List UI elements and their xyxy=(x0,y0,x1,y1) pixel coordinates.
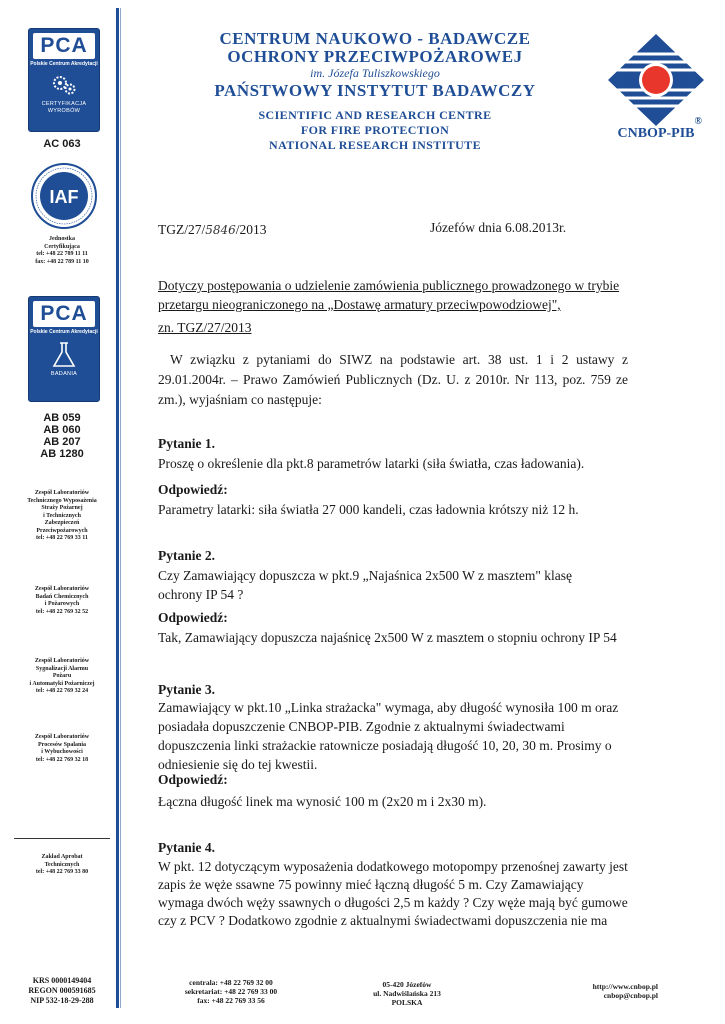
cnbop-logo xyxy=(604,32,708,144)
lab-line: Procesów Spalania xyxy=(37,741,87,748)
header-en-line-2: FOR FIRE PROTECTION xyxy=(300,123,450,137)
krs-line: KRS 0000149404 xyxy=(32,976,92,985)
pca-name: Polskie Centrum Akredytacji xyxy=(30,329,98,335)
website-link[interactable]: http://www.cnbop.pl xyxy=(592,982,658,991)
pca-testing-badge xyxy=(28,296,100,402)
letterhead xyxy=(165,30,585,153)
email-link[interactable]: cnbop@cnbop.pl xyxy=(603,991,658,1000)
registered-mark: ® xyxy=(694,116,702,127)
accreditation-code: AB 060 xyxy=(43,424,81,436)
aprobaty-contact xyxy=(14,854,110,877)
lab-contact-1 xyxy=(14,490,110,543)
lab-line: Zabezpieczeń xyxy=(44,520,80,526)
ref-suffix: /2013 xyxy=(235,222,267,237)
question-2-text: Czy Zamawiający dopuszcza w pkt.9 „Najaśnica 2x500 W z masztem" klasę ochrony IP 54 ? xyxy=(158,568,572,602)
lab-line: Zespół Laboratoriów xyxy=(34,586,90,592)
question-4-text: W pkt. 12 dotyczącym wyposażenia dodatkowego motopompy przenośnej zawarty jest zapis że węże ssawne 75 powinny mieć łączną długość 5 m. Czy Zamawiający wymaga dwóch węży ssawnych o długości 2,5 m każdy ? Czy węże mają być gumowe czy z PCV ? Dodatkowo zgodnie z aktualnymi świadectwami dopuszczenia nie ma xyxy=(158,859,628,928)
answer-1-text: Parametry latarki: siła światła 27 000 kandeli, czas ładownia krótszy niż 12 h. xyxy=(158,502,579,517)
subject-line-1: Dotyczy postępowania o udzielenie zamówienia publicznego prowadzonego w trybie xyxy=(158,278,620,293)
gears-icon xyxy=(49,71,79,99)
lab-contact-4 xyxy=(14,734,110,764)
lab-line: tel: +48 22 769 32 18 xyxy=(35,756,89,763)
accreditation-code: AB 207 xyxy=(43,436,81,448)
lab-line: Sygnalizacji Alarmu xyxy=(35,665,89,672)
lab-line: Przeciwpożarowych xyxy=(36,527,88,534)
lab-contact-2 xyxy=(14,586,110,616)
regon-line: REGON 000591685 xyxy=(28,986,96,995)
lab-line: i Wybuchowości xyxy=(41,749,83,755)
certification-unit-contact xyxy=(14,236,110,266)
question-3-text: Zamawiający w pkt.10 „Linka strażacka" wymaga, aby długość wynosiła 100 m oraz posiadała dopuszczenie CNBOP-PIB. Zgodnie z aktualnymi świadectwami dopuszczenia linki strażackie ratownicze posiadają długość 10, 20, 30 m. Prosimy o odniesienie się do tej kwestii. xyxy=(158,700,619,772)
footer-address-line: POLSKA xyxy=(391,998,423,1007)
intro-paragraph: W związku z pytaniami do SIWZ na podstawie art. 38 ust. 1 i 2 ustawy z 29.01.2004r. – Prawo Zamówień Publicznych (Dz. U. z 2010r. Nr 113, poz. 759 ze zm.), wyjaśniam co następuje: xyxy=(158,352,628,407)
header-en-line-3: NATIONAL RESEARCH INSTITUTE xyxy=(269,138,481,152)
iaf-logo xyxy=(30,162,98,230)
lab-line: i Pożarowych xyxy=(44,601,80,607)
unit-line: Jednostka xyxy=(48,236,75,242)
nip-line: NIP 532-18-29-288 xyxy=(30,996,94,1005)
answer-3-text: Łączna długość linek ma wynosić 100 m (2x20 m i 2x30 m). xyxy=(158,794,487,809)
unit-line: Certyfikująca xyxy=(44,243,80,250)
unit-line: fax: +48 22 789 11 10 xyxy=(35,258,89,265)
footer-address-line: ul. Nadwiślańska 213 xyxy=(373,989,441,998)
ref-handwritten: 5846 xyxy=(205,223,236,237)
pca-name: Polskie Centrum Akredytacji xyxy=(30,61,98,67)
aprobaty-line: Technicznych xyxy=(44,861,80,868)
iaf-text: IAF xyxy=(49,187,79,207)
accreditation-code: AB 1280 xyxy=(40,448,84,460)
pca-logo: PCA xyxy=(33,301,95,327)
lab-line: Badań Chemicznych xyxy=(35,593,89,600)
accreditation-code: AC 063 xyxy=(43,138,81,150)
header-en-line-1: SCIENTIFIC AND RESEARCH CENTRE xyxy=(258,108,492,122)
pca-certification-label: CERTYFIKACJA WYROBÓW xyxy=(41,101,87,114)
footer-address xyxy=(352,980,462,1007)
flask-icon xyxy=(51,341,77,369)
question-1-title: Pytanie 1. xyxy=(158,436,215,451)
cnbop-logo-text xyxy=(604,116,708,142)
subject-line-3: zn. TGZ/27/2013 xyxy=(158,320,252,335)
lab-line: Zespół Laboratoriów xyxy=(34,734,90,740)
vertical-brand-text: CNBOP-PIB xyxy=(113,150,118,177)
answer-1-title: Odpowiedź: xyxy=(158,482,228,497)
letter-date: Józefów dnia 6.08.2013r. xyxy=(430,220,567,235)
registration-numbers xyxy=(14,976,110,1006)
unit-line: tel: +48 22 789 11 11 xyxy=(36,251,88,257)
lab-line: Straży Pożarnej xyxy=(41,505,83,511)
answer-2-title: Odpowiedź: xyxy=(158,610,228,625)
sidebar-rule xyxy=(14,838,110,839)
header-line-1: CENTRUM NAUKOWO - BADAWCZE xyxy=(219,29,531,48)
lab-line: i Technicznych xyxy=(43,512,81,519)
pca-logo: PCA xyxy=(33,33,95,59)
lab-line: Zespół Laboratoriów xyxy=(34,490,90,496)
pca-certification-badge xyxy=(28,28,100,132)
answer-3-title: Odpowiedź: xyxy=(158,772,228,787)
lab-line: Zespół Laboratoriów xyxy=(34,658,90,664)
lab-line: tel: +48 22 769 32 24 xyxy=(35,688,89,694)
footer-phones xyxy=(166,978,296,1005)
ref-prefix: TGZ/27/ xyxy=(158,222,206,237)
question-2-title: Pytanie 2. xyxy=(158,548,215,563)
subject xyxy=(158,276,628,337)
footer-phone-line: fax: +48 22 769 33 56 xyxy=(197,996,265,1005)
lab-line: Technicznego Wyposażenia xyxy=(27,497,97,504)
cnbop-name: CNBOP-PIB xyxy=(617,126,695,141)
header-line-2: OCHRONY PRZECIWPOŻAROWEJ xyxy=(227,47,523,66)
aprobaty-line: Zakład Aprobat xyxy=(41,854,83,860)
footer-phone-line: sekretariat: +48 22 769 33 00 xyxy=(184,987,278,996)
answer-2-text: Tak, Zamawiający dopuszcza najaśnicę 2x500 W z masztem o stopniu ochrony IP 54 xyxy=(158,630,617,645)
question-1-text: Proszę o określenie dla pkt.8 parametrów latarki (siła światła, czas ładowania). xyxy=(158,456,585,471)
footer-address-line: 05-420 Józefów xyxy=(382,980,432,989)
aprobaty-line: tel: +48 22 769 33 80 xyxy=(35,869,89,875)
subject-line-2: przetargu nieograniczonego na „Dostawę armatury przeciwpowodziowej", xyxy=(158,297,561,312)
pca-testing-label: BADANIA xyxy=(50,371,78,377)
footer-web xyxy=(548,982,658,1000)
header-institute: PAŃSTWOWY INSTYTUT BADAWCZY xyxy=(214,81,536,100)
lab-line: i Automatyki Pożarniczej xyxy=(29,680,95,687)
footer-phone-line: centrala: +48 22 769 32 00 xyxy=(189,978,273,987)
lab-contact-3 xyxy=(14,658,110,696)
accreditation-code: AB 059 xyxy=(43,412,81,424)
lab-line: tel: +48 22 769 32 52 xyxy=(35,608,89,615)
header-patron: im. Józefa Tuliszkowskiego xyxy=(310,66,440,80)
question-4-title: Pytanie 4. xyxy=(158,840,215,855)
lab-line: Pożaru xyxy=(52,673,72,679)
lab-line: tel: +48 22 769 33 11 xyxy=(36,535,88,541)
question-3-title: Pytanie 3. xyxy=(158,682,215,697)
